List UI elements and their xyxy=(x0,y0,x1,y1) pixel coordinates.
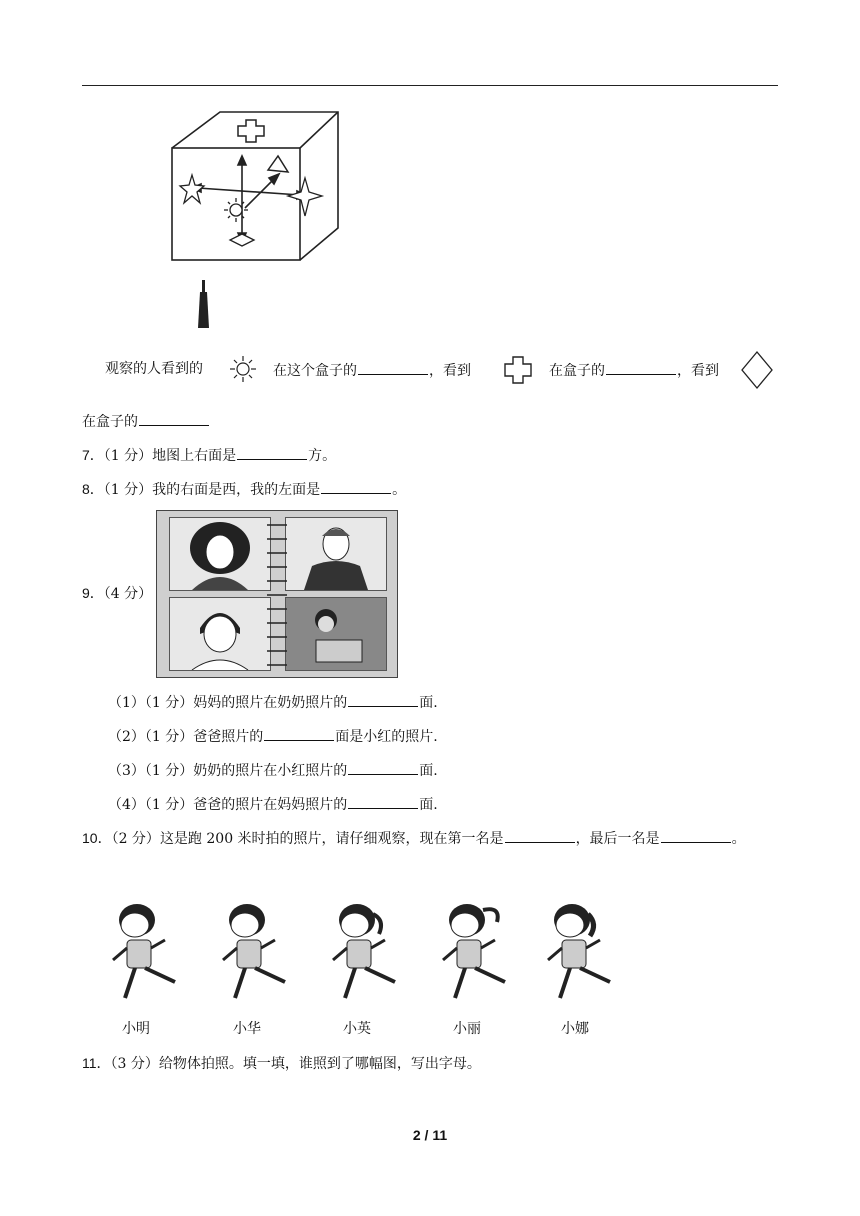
q6-part2: 在这个盒子的 xyxy=(273,363,357,379)
q9-sub-4-before: 爸爸的照片在妈妈照片的 xyxy=(193,797,348,813)
star-shape-left xyxy=(180,175,204,203)
q9-sub-2 xyxy=(108,726,438,746)
header-rule xyxy=(82,85,778,86)
diamond-icon xyxy=(740,350,774,390)
runner-label-2: 小华 xyxy=(233,1021,261,1037)
page-number: 2 / 11 xyxy=(412,1127,448,1143)
q7-text-after: 方。 xyxy=(308,448,337,464)
q9-sub-3-before: 奶奶的照片在小红照片的 xyxy=(193,763,348,779)
q9-sub-4-blank[interactable] xyxy=(348,794,418,809)
q9-score: （4 分） xyxy=(103,586,153,602)
q6-text-4 xyxy=(82,411,210,431)
runner-4 xyxy=(435,900,517,1010)
photo-xiaohong xyxy=(285,597,387,671)
runners-illustration xyxy=(100,900,640,1040)
q9-sub-4-after: 面. xyxy=(419,797,438,813)
q6-text-3 xyxy=(549,360,719,380)
runner-1 xyxy=(105,900,187,1010)
photo-mom xyxy=(169,597,271,671)
q9-sub-2-label: （2）（1 分） xyxy=(108,729,194,745)
q6-part4: 在盒子的 xyxy=(549,363,605,379)
runner-label-5: 小娜 xyxy=(561,1021,589,1037)
q9-sub-2-before: 爸爸照片的 xyxy=(193,729,264,745)
q6-part1: 观察的人看到的 xyxy=(105,361,203,377)
q9-sub-4 xyxy=(108,794,438,814)
q9-sub-3-label: （3）（1 分） xyxy=(108,763,194,779)
photo-dad xyxy=(285,517,387,591)
triangle-shape xyxy=(268,156,288,172)
q9-sub-1-blank[interactable] xyxy=(348,692,418,707)
q10-score: （2 分） xyxy=(111,831,160,847)
q6-blank-3[interactable] xyxy=(139,411,209,426)
question-11 xyxy=(82,1054,481,1073)
q8-blank[interactable] xyxy=(321,479,391,494)
q9-sub-1 xyxy=(108,692,438,712)
q7-number: 7． xyxy=(82,447,104,463)
q8-number: 8． xyxy=(82,481,104,497)
q6-text-2 xyxy=(273,360,471,380)
q9-number: 9． xyxy=(82,585,104,601)
q9-sub-3-blank[interactable] xyxy=(348,760,418,775)
runner-3 xyxy=(325,900,407,1010)
diamond-shape xyxy=(230,234,254,246)
cube-figure xyxy=(160,100,340,335)
runner-5 xyxy=(540,900,622,1010)
cross-shape-top xyxy=(238,120,264,142)
q9-sub-2-after: 面是小红的照片. xyxy=(335,729,438,745)
q9-sub-3 xyxy=(108,760,438,780)
cross-icon xyxy=(503,355,533,385)
q8-score: （1 分） xyxy=(103,482,153,498)
question-10 xyxy=(82,828,746,848)
album-rings xyxy=(265,517,289,671)
q8-text-before: 我的右面是西，我的左面是 xyxy=(152,482,321,498)
runner-label-3: 小英 xyxy=(343,1021,371,1037)
q7-score: （1 分） xyxy=(103,448,153,464)
q6-blank-1[interactable] xyxy=(358,360,428,375)
runner-label-1: 小明 xyxy=(122,1021,150,1037)
q6-observation-line xyxy=(105,360,203,378)
q6-part3: ，看到 xyxy=(429,363,471,379)
runner-2 xyxy=(215,900,297,1010)
q7-text-before: 地图上右面是 xyxy=(152,448,237,464)
runner-label-4: 小丽 xyxy=(453,1021,481,1037)
four-point-star-right xyxy=(288,178,322,216)
q8-text-after: 。 xyxy=(392,482,407,498)
q6-blank-2[interactable] xyxy=(606,360,676,375)
q7-blank[interactable] xyxy=(237,445,307,460)
q9-sub-1-label: （1）（1 分） xyxy=(108,695,194,711)
q9-sub-3-after: 面. xyxy=(419,763,438,779)
q11-text: 给物体拍照。填一填，谁照到了哪幅图，写出字母。 xyxy=(158,1056,481,1072)
q10-after: 。 xyxy=(731,831,746,847)
sun-icon xyxy=(228,354,258,384)
q6-part6: 在盒子的 xyxy=(82,414,138,430)
q10-blank-1[interactable] xyxy=(505,828,575,843)
q9-sub-2-blank[interactable] xyxy=(264,726,334,741)
q9-sub-1-before: 妈妈的照片在奶奶照片的 xyxy=(193,695,348,711)
question-7 xyxy=(82,445,336,465)
q10-blank-2[interactable] xyxy=(661,828,731,843)
q6-part5: ，看到 xyxy=(677,363,719,379)
q9-sub-1-after: 面. xyxy=(419,695,438,711)
sun-shape xyxy=(224,198,248,222)
observer-figure xyxy=(198,280,209,328)
photo-album xyxy=(156,510,398,678)
photo-grandma xyxy=(169,517,271,591)
question-9 xyxy=(82,584,152,603)
q10-number: 10． xyxy=(82,830,112,846)
q10-middle: ，最后一名是 xyxy=(575,831,660,847)
q10-before: 这是跑 200 米时拍的照片，请仔细观察，现在第一名是 xyxy=(159,831,504,847)
q9-sub-4-label: （4）（1 分） xyxy=(108,797,194,813)
q11-score: （3 分） xyxy=(110,1056,159,1072)
q11-number: 11． xyxy=(82,1055,111,1071)
question-8 xyxy=(82,479,406,499)
